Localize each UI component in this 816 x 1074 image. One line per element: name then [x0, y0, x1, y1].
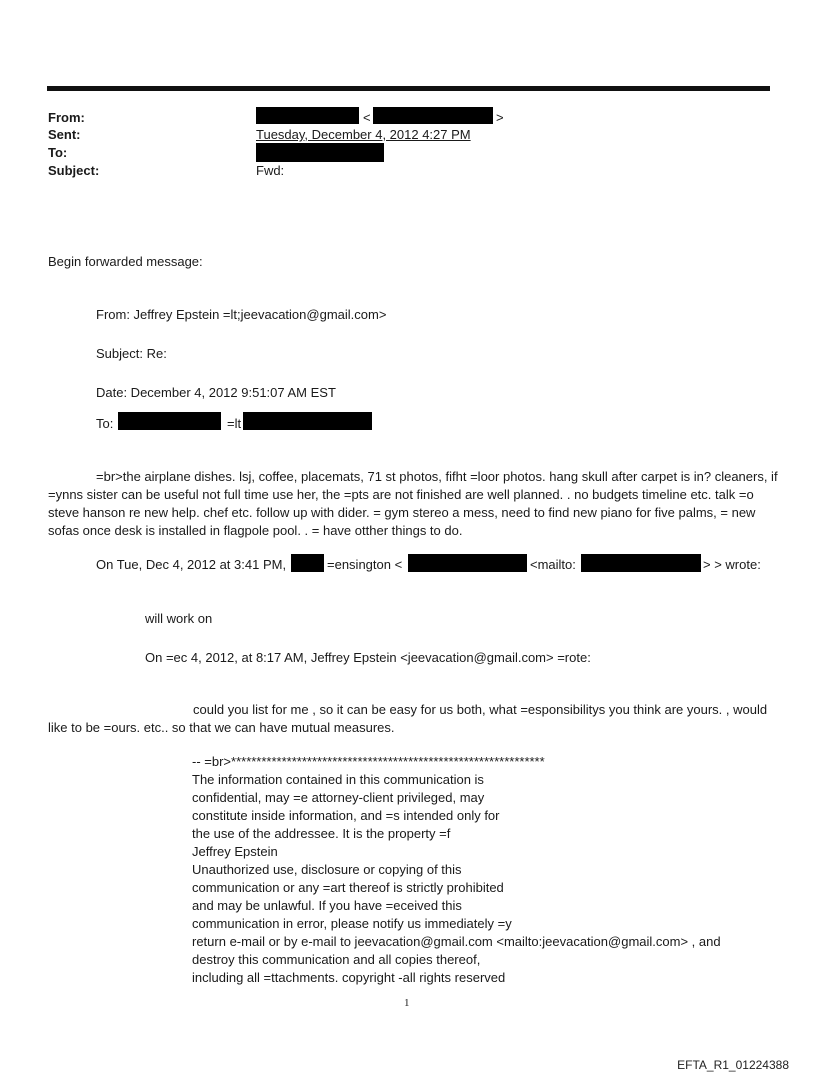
forwarded-from: From: Jeffrey Epstein =lt;jeevacation@gmail.com> — [96, 307, 387, 322]
forwarded-to-email-redaction — [243, 412, 372, 430]
disclaimer-line: and may be unlawful. If you have =eceived this — [192, 898, 462, 913]
header-rule — [47, 86, 770, 91]
disclaimer-block — [192, 753, 721, 987]
disclaimer-line: communication or any =art thereof is strictly prohibited — [192, 880, 504, 895]
from-open-bracket: < — [363, 110, 371, 125]
disclaimer-line: including all =ttachments. copyright -all rights reserved — [192, 970, 506, 985]
forwarded-date: Date: December 4, 2012 9:51:07 AM EST — [96, 385, 336, 400]
sent-label: Sent: — [48, 127, 81, 142]
subject-label: Subject: — [48, 163, 100, 178]
disclaimer-line: constitute inside information, and =s intended only for — [192, 808, 500, 823]
quote-mailto-redaction — [581, 554, 701, 572]
disclaimer-line: communication in error, please notify us immediately =y — [192, 916, 512, 931]
begin-forwarded-text: Begin forwarded message: — [48, 254, 203, 269]
disclaimer-line: The information contained in this communication is — [192, 772, 484, 787]
request-paragraph: could you list for me , so it can be easy for us both, what =esponsibilitys you think are yours. , would like to be =ours. etc.. so that we can have mutual measures. — [48, 702, 768, 735]
bates-number: EFTA_R1_01224388 — [677, 1058, 789, 1072]
message-paragraph: =br>the airplane dishes. lsj, coffee, placemats, 71 st photos, fifht =loor photos. hang skull after carpet is in? cleaners, if =ynns sister can be useful not full time use her, the =pts are not finished are well planned. . no budgets timeline etc. talk =o steve hanson re new help. chef etc. follow up with dider. = gym stereo a mess, need to find new piano for five palms, = new sofas once desk is installed in flagpole pool. . = have otther things to do. — [48, 469, 778, 538]
page-number: 1 — [404, 997, 410, 1009]
to-redaction — [256, 143, 384, 162]
to-label: To: — [48, 145, 68, 160]
forwarded-subject: Subject: Re: — [96, 346, 167, 361]
disclaimer-line: Jeffrey Epstein — [192, 844, 278, 859]
from-label: From: — [48, 110, 85, 125]
quote-name: =ensington < — [327, 557, 403, 572]
from-email-redaction — [373, 107, 493, 124]
subject-value: Fwd: — [256, 163, 285, 178]
forwarded-to-name-redaction — [118, 412, 221, 430]
sent-value: Tuesday, December 4, 2012 4:27 PM — [256, 127, 471, 142]
from-name-redaction — [256, 107, 359, 124]
disclaimer-line: return e-mail or by e-mail to jeevacation@gmail.com <mailto:jeevacation@gmail.com> , and — [192, 934, 721, 949]
will-work-on-text: will work on — [145, 611, 213, 626]
disclaimer-line: -- =br>************************************************************** — [192, 754, 545, 769]
disclaimer-line: Unauthorized use, disclosure or copying of this — [192, 862, 462, 877]
quote-email-redaction — [408, 554, 527, 572]
disclaimer-line: confidential, may =e attorney-client privileged, may — [192, 790, 485, 805]
quote-suffix: > > wrote: — [703, 557, 761, 572]
forwarded-to-lt: =lt — [227, 416, 242, 431]
forwarded-to-label: To: — [96, 416, 114, 431]
quote-mailto: <mailto: — [530, 557, 576, 572]
quote-prefix: On Tue, Dec 4, 2012 at 3:41 PM, — [96, 557, 287, 572]
quote-firstname-redaction — [291, 554, 324, 572]
second-quote-header: On =ec 4, 2012, at 8:17 AM, Jeffrey Epstein <jeevacation@gmail.com> =rote: — [145, 650, 591, 665]
disclaimer-line: destroy this communication and all copies thereof, — [192, 952, 481, 967]
from-close-bracket: > — [496, 110, 504, 125]
disclaimer-line: the use of the addressee. It is the property =f — [192, 826, 451, 841]
